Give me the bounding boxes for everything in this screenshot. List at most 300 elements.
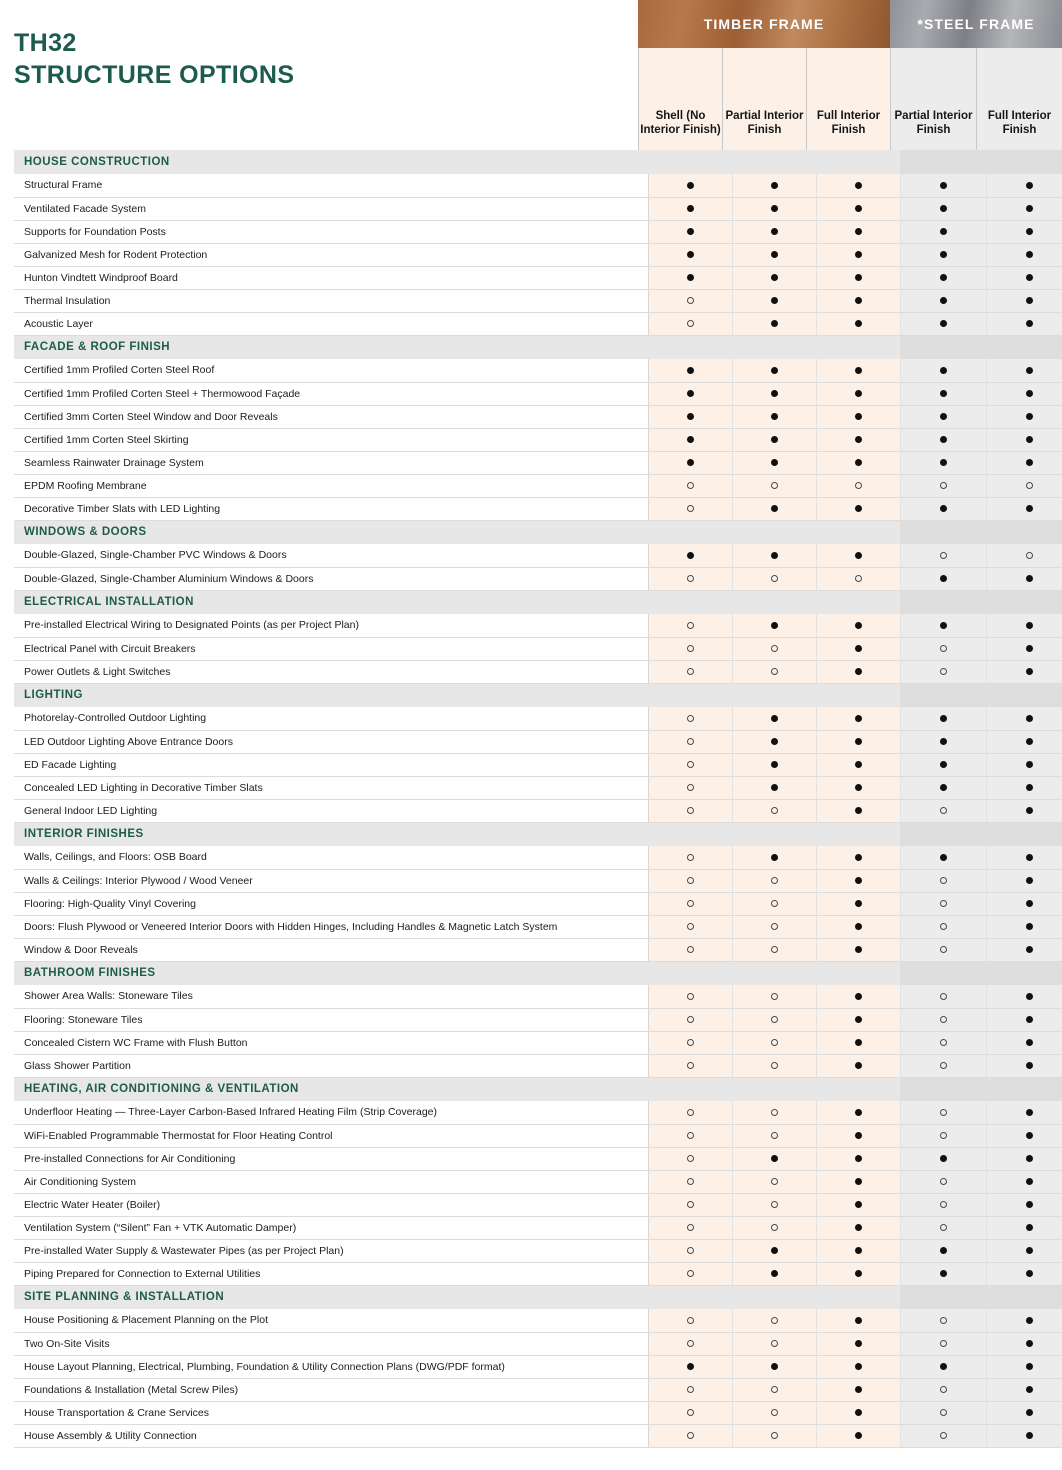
cell-timber-partial: [732, 266, 816, 289]
filled-dot-icon: [771, 1270, 778, 1277]
option-label: Photorelay-Controlled Outdoor Lighting: [14, 707, 648, 730]
cell-timber-partial: [732, 1124, 816, 1147]
filled-dot-icon: [855, 854, 862, 861]
cell-timber-partial: [732, 451, 816, 474]
filled-dot-icon: [771, 552, 778, 559]
cell-timber-full: [816, 637, 900, 660]
hollow-dot-icon: [940, 552, 947, 559]
cell-steel-full: [986, 1147, 1062, 1170]
table-row: [14, 707, 1062, 730]
hollow-dot-icon: [687, 575, 694, 582]
filled-dot-icon: [855, 1270, 862, 1277]
cell-steel-full: [986, 614, 1062, 637]
filled-dot-icon: [940, 1270, 947, 1277]
hollow-dot-icon: [687, 1409, 694, 1416]
section-header-spacer: [732, 590, 816, 614]
filled-dot-icon: [1026, 715, 1033, 722]
table-row: [14, 892, 1062, 915]
section-header-spacer: [900, 520, 986, 544]
cell-timber-shell: [648, 567, 732, 590]
cell-timber-shell: [648, 614, 732, 637]
cell-timber-partial: [732, 985, 816, 1008]
option-label: Structural Frame: [14, 174, 648, 197]
section-header-spacer: [986, 520, 1062, 544]
cell-steel-partial: [900, 869, 986, 892]
cell-timber-partial: [732, 1239, 816, 1262]
cell-steel-full: [986, 1216, 1062, 1239]
option-label: House Assembly & Utility Connection: [14, 1424, 648, 1447]
option-label: Concealed LED Lighting in Decorative Timber Slats: [14, 776, 648, 799]
cell-timber-partial: [732, 289, 816, 312]
filled-dot-icon: [940, 738, 947, 745]
cell-timber-shell: [648, 1054, 732, 1077]
cell-timber-full: [816, 544, 900, 567]
cell-timber-partial: [732, 1424, 816, 1447]
filled-dot-icon: [771, 1247, 778, 1254]
section-header-spacer: [900, 822, 986, 846]
option-label: Electrical Panel with Circuit Breakers: [14, 637, 648, 660]
cell-timber-full: [816, 1031, 900, 1054]
table-row: [14, 1262, 1062, 1285]
cell-timber-shell: [648, 892, 732, 915]
filled-dot-icon: [771, 297, 778, 304]
cell-steel-full: [986, 1054, 1062, 1077]
cell-steel-partial: [900, 1401, 986, 1424]
cell-timber-partial: [732, 428, 816, 451]
filled-dot-icon: [855, 1340, 862, 1347]
section-header-row: [14, 822, 1062, 846]
cell-timber-shell: [648, 1239, 732, 1262]
filled-dot-icon: [771, 390, 778, 397]
filled-dot-icon: [855, 715, 862, 722]
filled-dot-icon: [1026, 436, 1033, 443]
filled-dot-icon: [940, 715, 947, 722]
hollow-dot-icon: [771, 900, 778, 907]
section-header-spacer: [732, 961, 816, 985]
option-label: Decorative Timber Slats with LED Lighting: [14, 497, 648, 520]
table-row: [14, 428, 1062, 451]
filled-dot-icon: [771, 1155, 778, 1162]
option-label: Walls & Ceilings: Interior Plywood / Wood Veneer: [14, 869, 648, 892]
section-header-spacer: [648, 520, 732, 544]
filled-dot-icon: [687, 274, 694, 281]
option-label: Seamless Rainwater Drainage System: [14, 451, 648, 474]
cell-steel-partial: [900, 1239, 986, 1262]
cell-timber-full: [816, 1262, 900, 1285]
cell-steel-full: [986, 1401, 1062, 1424]
filled-dot-icon: [687, 1363, 694, 1370]
filled-dot-icon: [1026, 297, 1033, 304]
section-header-spacer: [732, 1285, 816, 1309]
filled-dot-icon: [855, 413, 862, 420]
cell-timber-shell: [648, 359, 732, 382]
filled-dot-icon: [855, 436, 862, 443]
cell-steel-partial: [900, 428, 986, 451]
cell-steel-partial: [900, 915, 986, 938]
hollow-dot-icon: [771, 1016, 778, 1023]
option-label: Supports for Foundation Posts: [14, 220, 648, 243]
cell-steel-full: [986, 474, 1062, 497]
filled-dot-icon: [771, 413, 778, 420]
filled-dot-icon: [940, 205, 947, 212]
column-header-steel-full: Full Interior Finish: [976, 48, 1062, 150]
table-row: [14, 474, 1062, 497]
cell-timber-full: [816, 1147, 900, 1170]
filled-dot-icon: [855, 459, 862, 466]
option-label: Double-Glazed, Single-Chamber PVC Windows & Doors: [14, 544, 648, 567]
filled-dot-icon: [1026, 645, 1033, 652]
filled-dot-icon: [1026, 1363, 1033, 1370]
cell-timber-shell: [648, 637, 732, 660]
section-header-spacer: [648, 961, 732, 985]
filled-dot-icon: [1026, 668, 1033, 675]
filled-dot-icon: [1026, 946, 1033, 953]
section-header-spacer: [732, 150, 816, 174]
filled-dot-icon: [855, 1016, 862, 1023]
cell-timber-shell: [648, 497, 732, 520]
filled-dot-icon: [940, 505, 947, 512]
section-header-spacer: [816, 150, 900, 174]
cell-timber-full: [816, 1216, 900, 1239]
cell-timber-partial: [732, 707, 816, 730]
cell-steel-partial: [900, 660, 986, 683]
table-row: [14, 1355, 1062, 1378]
hollow-dot-icon: [855, 575, 862, 582]
hollow-dot-icon: [687, 807, 694, 814]
filled-dot-icon: [1026, 320, 1033, 327]
hollow-dot-icon: [687, 1155, 694, 1162]
filled-dot-icon: [1026, 1317, 1033, 1324]
filled-dot-icon: [855, 1039, 862, 1046]
cell-timber-partial: [732, 220, 816, 243]
section-header-spacer: [816, 590, 900, 614]
cell-steel-full: [986, 1424, 1062, 1447]
filled-dot-icon: [940, 459, 947, 466]
hollow-dot-icon: [940, 1201, 947, 1208]
section-header-row: [14, 961, 1062, 985]
section-header-row: [14, 520, 1062, 544]
cell-timber-partial: [732, 660, 816, 683]
filled-dot-icon: [1026, 459, 1033, 466]
cell-steel-full: [986, 753, 1062, 776]
cell-steel-partial: [900, 1031, 986, 1054]
section-header-spacer: [648, 683, 732, 707]
cell-timber-full: [816, 220, 900, 243]
table-row: [14, 1332, 1062, 1355]
filled-dot-icon: [1026, 1109, 1033, 1116]
filled-dot-icon: [1026, 854, 1033, 861]
hollow-dot-icon: [771, 1224, 778, 1231]
hollow-dot-icon: [771, 1178, 778, 1185]
section-header-row: [14, 1077, 1062, 1101]
page-header: [0, 0, 1062, 150]
cell-steel-full: [986, 405, 1062, 428]
cell-timber-shell: [648, 846, 732, 869]
option-label: Concealed Cistern WC Frame with Flush Button: [14, 1031, 648, 1054]
table-row: [14, 266, 1062, 289]
hollow-dot-icon: [687, 1178, 694, 1185]
cell-steel-partial: [900, 174, 986, 197]
filled-dot-icon: [940, 1363, 947, 1370]
hollow-dot-icon: [687, 900, 694, 907]
hollow-dot-icon: [771, 1132, 778, 1139]
cell-steel-partial: [900, 474, 986, 497]
hollow-dot-icon: [940, 1317, 947, 1324]
cell-steel-full: [986, 197, 1062, 220]
table-row: [14, 846, 1062, 869]
cell-timber-partial: [732, 1147, 816, 1170]
option-label: House Transportation & Crane Services: [14, 1401, 648, 1424]
filled-dot-icon: [855, 390, 862, 397]
hollow-dot-icon: [940, 807, 947, 814]
cell-steel-partial: [900, 266, 986, 289]
option-label: Power Outlets & Light Switches: [14, 660, 648, 683]
filled-dot-icon: [855, 205, 862, 212]
hollow-dot-icon: [940, 923, 947, 930]
filled-dot-icon: [855, 552, 862, 559]
cell-steel-full: [986, 497, 1062, 520]
filled-dot-icon: [1026, 1016, 1033, 1023]
cell-steel-partial: [900, 730, 986, 753]
hollow-dot-icon: [687, 1132, 694, 1139]
filled-dot-icon: [855, 993, 862, 1000]
hollow-dot-icon: [687, 320, 694, 327]
filled-dot-icon: [771, 622, 778, 629]
cell-timber-partial: [732, 915, 816, 938]
filled-dot-icon: [771, 854, 778, 861]
cell-timber-shell: [648, 1193, 732, 1216]
section-header-row: [14, 335, 1062, 359]
table-row: [14, 799, 1062, 822]
cell-steel-partial: [900, 312, 986, 335]
cell-timber-full: [816, 428, 900, 451]
option-label: ED Facade Lighting: [14, 753, 648, 776]
cell-steel-partial: [900, 197, 986, 220]
column-header-timber-full: Full Interior Finish: [806, 48, 890, 150]
cell-timber-full: [816, 869, 900, 892]
filled-dot-icon: [1026, 367, 1033, 374]
cell-steel-full: [986, 776, 1062, 799]
option-label: EPDM Roofing Membrane: [14, 474, 648, 497]
filled-dot-icon: [855, 738, 862, 745]
cell-timber-partial: [732, 1008, 816, 1031]
cell-steel-partial: [900, 1378, 986, 1401]
hollow-dot-icon: [687, 297, 694, 304]
filled-dot-icon: [1026, 228, 1033, 235]
cell-timber-shell: [648, 1170, 732, 1193]
cell-timber-partial: [732, 567, 816, 590]
filled-dot-icon: [855, 1432, 862, 1439]
cell-steel-full: [986, 915, 1062, 938]
option-label: Walls, Ceilings, and Floors: OSB Board: [14, 846, 648, 869]
cell-steel-full: [986, 312, 1062, 335]
filled-dot-icon: [771, 274, 778, 281]
hollow-dot-icon: [940, 668, 947, 675]
hollow-dot-icon: [687, 715, 694, 722]
cell-timber-shell: [648, 1355, 732, 1378]
filled-dot-icon: [1026, 807, 1033, 814]
filled-dot-icon: [940, 274, 947, 281]
cell-steel-partial: [900, 451, 986, 474]
hollow-dot-icon: [771, 1340, 778, 1347]
cell-timber-shell: [648, 915, 732, 938]
filled-dot-icon: [940, 854, 947, 861]
hollow-dot-icon: [687, 645, 694, 652]
filled-dot-icon: [855, 297, 862, 304]
cell-timber-partial: [732, 1355, 816, 1378]
cell-timber-shell: [648, 938, 732, 961]
cell-timber-shell: [648, 197, 732, 220]
cell-timber-full: [816, 405, 900, 428]
filled-dot-icon: [855, 1409, 862, 1416]
table-row: [14, 567, 1062, 590]
table-row: [14, 1124, 1062, 1147]
filled-dot-icon: [1026, 205, 1033, 212]
table-row: [14, 730, 1062, 753]
cell-steel-partial: [900, 707, 986, 730]
table-row: [14, 915, 1062, 938]
cell-timber-shell: [648, 1378, 732, 1401]
section-title: BATHROOM FINISHES: [14, 961, 648, 985]
table-row: [14, 451, 1062, 474]
filled-dot-icon: [855, 367, 862, 374]
filled-dot-icon: [687, 413, 694, 420]
filled-dot-icon: [1026, 1270, 1033, 1277]
hollow-dot-icon: [687, 1432, 694, 1439]
filled-dot-icon: [1026, 1062, 1033, 1069]
cell-timber-full: [816, 1309, 900, 1332]
hollow-dot-icon: [687, 761, 694, 768]
cell-timber-shell: [648, 707, 732, 730]
title-line-1: TH32: [14, 29, 77, 57]
hollow-dot-icon: [771, 1109, 778, 1116]
filled-dot-icon: [771, 228, 778, 235]
option-label: Thermal Insulation: [14, 289, 648, 312]
section-header-spacer: [648, 1285, 732, 1309]
cell-timber-full: [816, 1378, 900, 1401]
section-header-spacer: [900, 683, 986, 707]
section-header-spacer: [816, 520, 900, 544]
table-row: [14, 220, 1062, 243]
filled-dot-icon: [855, 251, 862, 258]
filled-dot-icon: [940, 413, 947, 420]
hollow-dot-icon: [687, 1317, 694, 1324]
hollow-dot-icon: [771, 946, 778, 953]
cell-timber-full: [816, 1170, 900, 1193]
filled-dot-icon: [687, 552, 694, 559]
cell-steel-full: [986, 1124, 1062, 1147]
section-header-spacer: [986, 961, 1062, 985]
filled-dot-icon: [855, 1247, 862, 1254]
hollow-dot-icon: [940, 1132, 947, 1139]
hollow-dot-icon: [687, 877, 694, 884]
filled-dot-icon: [940, 436, 947, 443]
option-label: Electric Water Heater (Boiler): [14, 1193, 648, 1216]
cell-steel-full: [986, 660, 1062, 683]
table-row: [14, 753, 1062, 776]
hollow-dot-icon: [771, 1432, 778, 1439]
cell-timber-shell: [648, 1101, 732, 1124]
filled-dot-icon: [855, 1317, 862, 1324]
cell-steel-partial: [900, 753, 986, 776]
cell-timber-partial: [732, 614, 816, 637]
cell-steel-partial: [900, 1147, 986, 1170]
filled-dot-icon: [940, 390, 947, 397]
cell-timber-shell: [648, 776, 732, 799]
cell-timber-full: [816, 1355, 900, 1378]
cell-steel-full: [986, 451, 1062, 474]
filled-dot-icon: [771, 459, 778, 466]
table-row: [14, 938, 1062, 961]
cell-timber-partial: [732, 243, 816, 266]
hollow-dot-icon: [771, 807, 778, 814]
hollow-dot-icon: [687, 482, 694, 489]
filled-dot-icon: [1026, 738, 1033, 745]
cell-steel-full: [986, 544, 1062, 567]
section-header-spacer: [648, 822, 732, 846]
section-header-spacer: [732, 520, 816, 544]
filled-dot-icon: [855, 923, 862, 930]
group-steel-frame: [890, 0, 1062, 150]
hollow-dot-icon: [940, 1039, 947, 1046]
option-label: Glass Shower Partition: [14, 1054, 648, 1077]
cell-timber-full: [816, 776, 900, 799]
cell-timber-shell: [648, 428, 732, 451]
cell-steel-full: [986, 892, 1062, 915]
cell-timber-shell: [648, 1262, 732, 1285]
table-row: [14, 1378, 1062, 1401]
hollow-dot-icon: [687, 923, 694, 930]
cell-timber-full: [816, 1239, 900, 1262]
filled-dot-icon: [940, 228, 947, 235]
cell-steel-partial: [900, 1355, 986, 1378]
cell-timber-partial: [732, 1031, 816, 1054]
section-title: SITE PLANNING & INSTALLATION: [14, 1285, 648, 1309]
section-header-spacer: [986, 590, 1062, 614]
filled-dot-icon: [1026, 1386, 1033, 1393]
cell-steel-full: [986, 1031, 1062, 1054]
hollow-dot-icon: [687, 1340, 694, 1347]
cell-steel-partial: [900, 567, 986, 590]
option-label: Underfloor Heating — Three-Layer Carbon-Based Infrared Heating Film (Strip Coverage): [14, 1101, 648, 1124]
cell-timber-full: [816, 938, 900, 961]
filled-dot-icon: [855, 1155, 862, 1162]
cell-timber-shell: [648, 289, 732, 312]
filled-dot-icon: [1026, 1132, 1033, 1139]
filled-dot-icon: [1026, 784, 1033, 791]
filled-dot-icon: [855, 1062, 862, 1069]
option-label: Certified 1mm Profiled Corten Steel + Thermowood Façade: [14, 382, 648, 405]
hollow-dot-icon: [687, 854, 694, 861]
table-row: [14, 1216, 1062, 1239]
cell-timber-full: [816, 614, 900, 637]
cell-steel-full: [986, 869, 1062, 892]
filled-dot-icon: [1026, 1201, 1033, 1208]
cell-steel-full: [986, 846, 1062, 869]
hollow-dot-icon: [771, 1386, 778, 1393]
cell-steel-full: [986, 1101, 1062, 1124]
hollow-dot-icon: [940, 1386, 947, 1393]
cell-timber-partial: [732, 1378, 816, 1401]
cell-timber-full: [816, 1101, 900, 1124]
cell-timber-shell: [648, 1008, 732, 1031]
table-row: [14, 312, 1062, 335]
cell-steel-partial: [900, 1101, 986, 1124]
filled-dot-icon: [940, 251, 947, 258]
filled-dot-icon: [771, 784, 778, 791]
cell-timber-shell: [648, 1309, 732, 1332]
section-header-spacer: [816, 683, 900, 707]
